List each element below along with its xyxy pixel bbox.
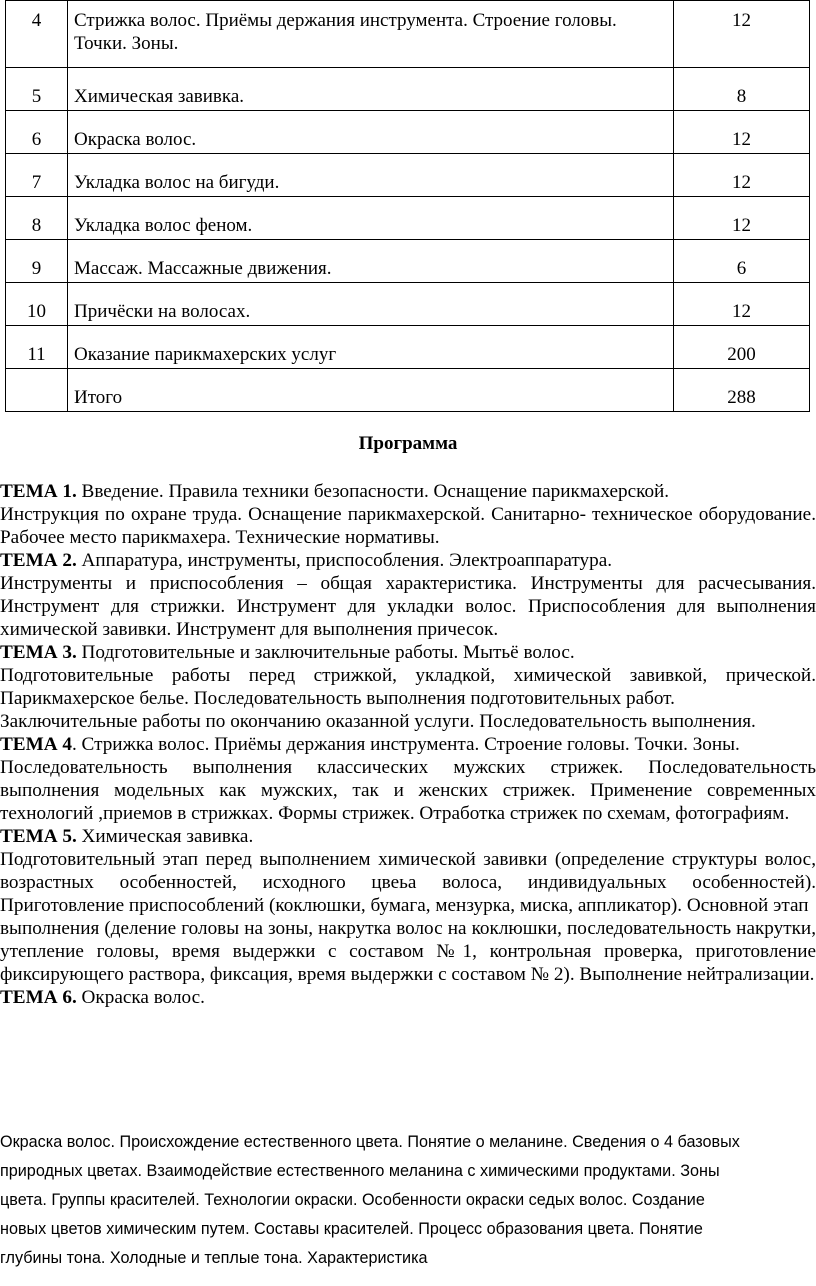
topic-1-heading xyxy=(0,480,816,503)
row-topic: Причёски на волосах. xyxy=(68,283,674,326)
topic-6-text xyxy=(0,1128,816,1273)
row-hours: 6 xyxy=(674,240,810,283)
topic-2-text: Инструменты и приспособления – общая характеристика. Инструменты для расчесывания. Инструмент для стрижки. Инструмент для укладки волос. Приспособления для выполнения химической завивки. Инструмент для выполнения причесок. xyxy=(0,573,816,640)
row-hours: 288 xyxy=(674,369,810,412)
row-topic: Стрижка волос. Приёмы держания инструмента. Строение головы. Точки. Зоны. xyxy=(68,1,674,68)
table-row xyxy=(6,240,810,283)
row-number: 9 xyxy=(6,240,68,283)
row-number: 10 xyxy=(6,283,68,326)
topic-title: . Стрижка волос. Приёмы держания инструмента. Строение головы. Точки. Зоны. xyxy=(71,734,740,755)
topic-6-heading xyxy=(0,986,816,1009)
row-number: 4 xyxy=(6,1,68,68)
topic-4-text: Последовательность выполнения классических мужских стрижек. Последовательность выполнения модельных как мужских, так и женских стрижек. Применение современных технологий ,приемов в стрижках. Формы стрижек. Отработка стрижек по схемам, фотографиям. xyxy=(0,757,816,824)
table-row-total xyxy=(6,369,810,412)
topic-1-text: Инструкция по охране труда. Оснащение парикмахерской. Санитарно- техническое оборудование. Рабочее место парикмахера. Технические нормативы. xyxy=(0,504,816,548)
topic-5-heading xyxy=(0,825,816,848)
row-number xyxy=(6,369,68,412)
text-line: глубины тона. Холодные и теплые тона. Характеристика xyxy=(0,1249,428,1267)
topic-label: ТЕМА 1. xyxy=(0,481,77,502)
table-row xyxy=(6,326,810,369)
row-hours: 200 xyxy=(674,326,810,369)
table-row xyxy=(6,154,810,197)
row-hours: 12 xyxy=(674,1,810,68)
row-number: 11 xyxy=(6,326,68,369)
row-hours: 12 xyxy=(674,283,810,326)
table-row xyxy=(6,111,810,154)
topic-4-heading xyxy=(0,733,816,756)
program-body xyxy=(0,480,816,1009)
topic-label: ТЕМА 5. xyxy=(0,826,77,847)
row-hours: 12 xyxy=(674,197,810,240)
row-hours: 8 xyxy=(674,68,810,111)
text-line: новых цветов химическим путем. Составы красителей. Процесс образования цвета. Понятие xyxy=(0,1220,703,1238)
topic-label: ТЕМА 2. xyxy=(0,550,77,571)
row-topic: Укладка волос на бигуди. xyxy=(68,154,674,197)
row-topic: Массаж. Массажные движения. xyxy=(68,240,674,283)
topic-title: Химическая завивка. xyxy=(76,826,254,847)
text-line: природных цветах. Взаимодействие естественного меланина с химическими продуктами. Зоны xyxy=(0,1162,720,1180)
topic-5-text: Подготовительный этап перед выполнением химической завивки (определение структуры волос, возрастных особенностей, исходного цвеьа волоса, индивидуальных особенностей). Приготовление приспособлений (коклюшки, бумага, мензурка, миска, аппликатор). Основной этап xyxy=(0,849,816,916)
topic-2-heading xyxy=(0,549,816,572)
text-line: Окраска волос. Происхождение естественного цвета. Понятие о меланине. Сведения о 4 базовых xyxy=(0,1133,740,1151)
topic-title: Аппаратура, инструменты, приспособления. Электроаппаратура. xyxy=(76,550,613,571)
row-topic: Итого xyxy=(68,369,674,412)
row-number: 7 xyxy=(6,154,68,197)
row-hours: 12 xyxy=(674,111,810,154)
topic-label: ТЕМА 4 xyxy=(0,734,72,755)
row-number: 6 xyxy=(6,111,68,154)
topic-5-text-2: выполнения (деление головы на зоны, накрутка волос на коклюшки, последовательность накрутки, утепление головы, время выдержки с составом №1, контрольная проверка, приготовление фиксирующего раствора, фиксация, время выдержки с составом № 2). Выполнение нейтрализации. xyxy=(0,918,816,985)
text-line: цвета. Группы красителей. Технологии окраски. Особенности окраски седых волос. Создание xyxy=(0,1191,705,1209)
topic-title: Подготовительные и заключительные работы. Мытьё волос. xyxy=(76,642,575,663)
row-topic: Химическая завивка. xyxy=(68,68,674,111)
table-row xyxy=(6,68,810,111)
row-number: 5 xyxy=(6,68,68,111)
hours-table xyxy=(5,0,810,412)
topic-label: ТЕМА 6. xyxy=(0,987,77,1008)
topic-3-text-2: Заключительные работы по окончанию оказанной услуги. Последовательность выполнения. xyxy=(0,711,756,732)
row-topic: Оказание парикмахерских услуг xyxy=(68,326,674,369)
topic-title: Введение. Правила техники безопасности. Оснащение парикмахерской. xyxy=(76,481,670,502)
row-topic: Окраска волос. xyxy=(68,111,674,154)
topic-label: ТЕМА 3. xyxy=(0,642,77,663)
row-hours: 12 xyxy=(674,154,810,197)
table-row xyxy=(6,197,810,240)
row-topic: Укладка волос феном. xyxy=(68,197,674,240)
table-row xyxy=(6,283,810,326)
table-row xyxy=(6,1,810,68)
program-title: Программа xyxy=(358,433,458,454)
topic-title: Окраска волос. xyxy=(76,987,205,1008)
topic-3-text: Подготовительные работы перед стрижкой, укладкой, химической завивкой, прической. Парикмахерское белье. Последовательность выполнения подготовительных работ. xyxy=(0,665,816,709)
row-number: 8 xyxy=(6,197,68,240)
topic-3-heading xyxy=(0,641,816,664)
